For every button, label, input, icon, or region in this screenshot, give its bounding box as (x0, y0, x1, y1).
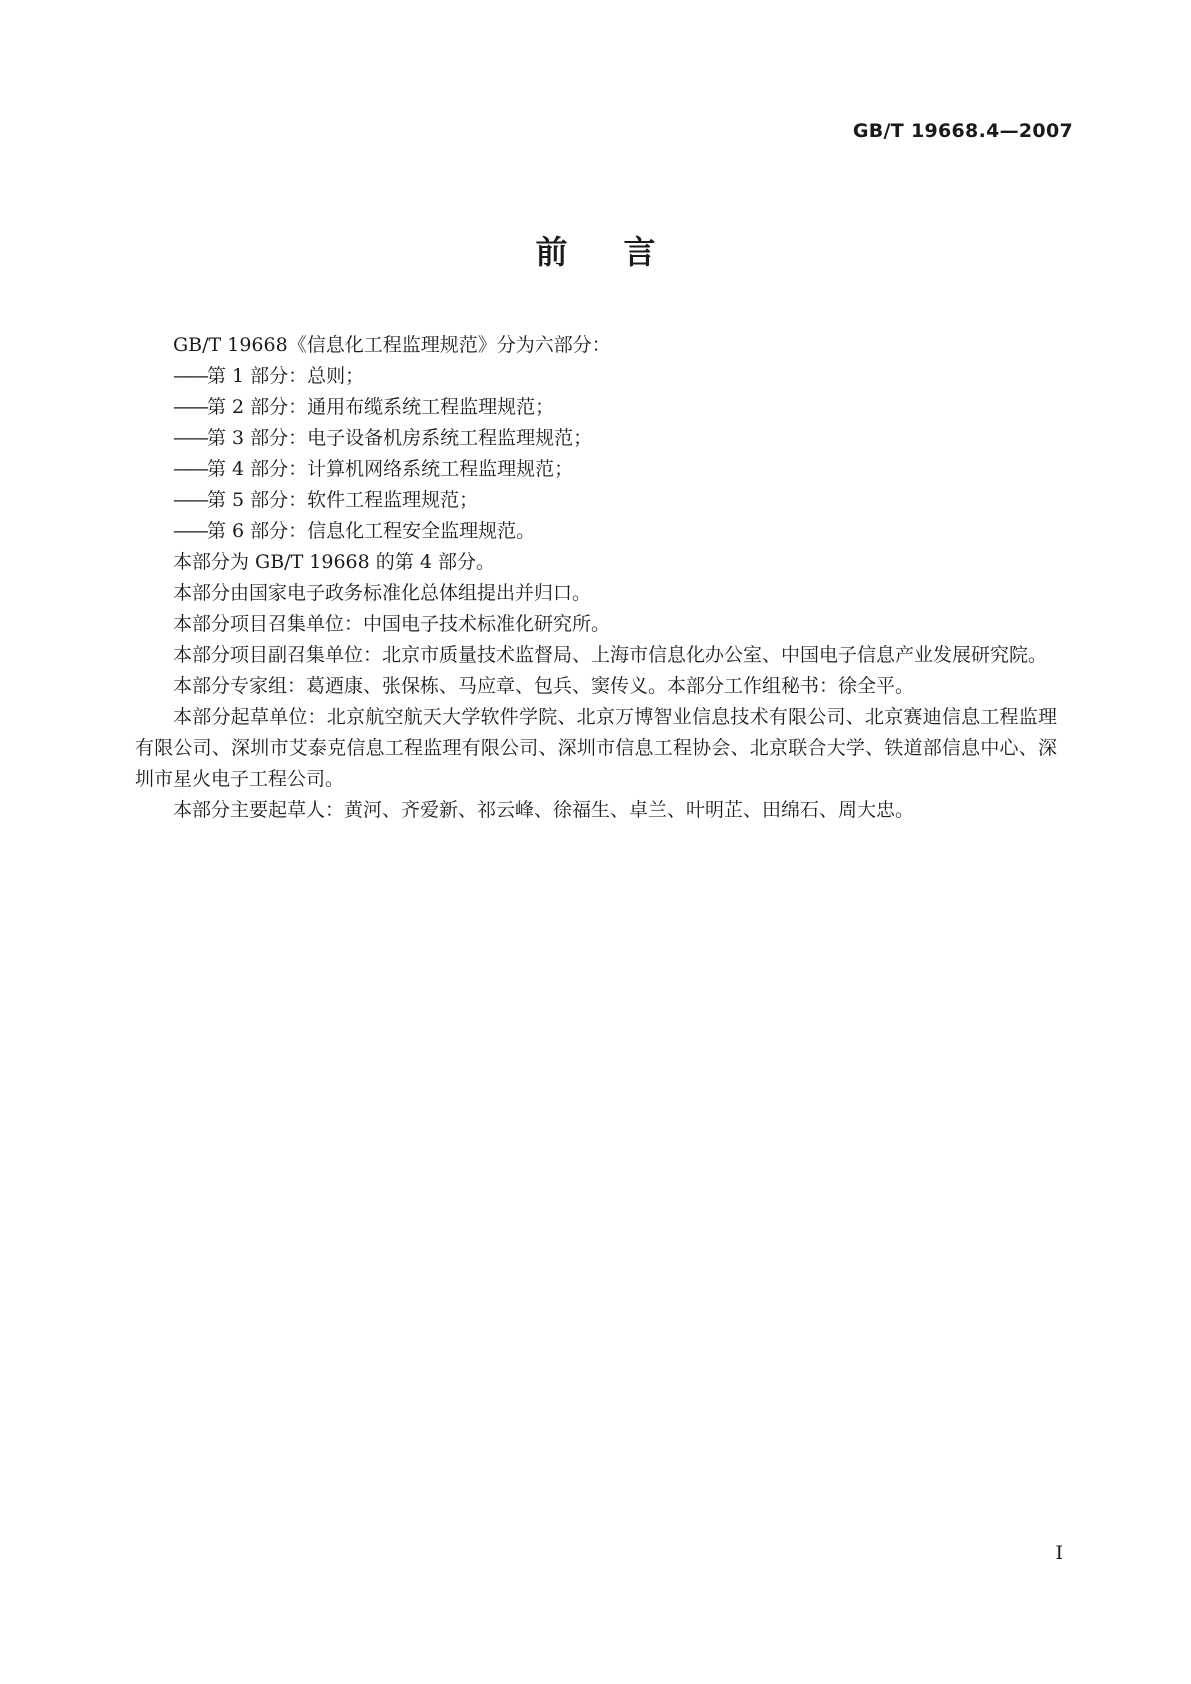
page-number: I (1055, 1542, 1063, 1564)
list-item (135, 485, 1057, 516)
dash-marker: —— (173, 427, 207, 449)
list-item-text: 第 2 部分：通用布缆系统工程监理规范； (207, 396, 555, 418)
list-item-text: 第 1 部分：总则； (207, 365, 365, 387)
paragraph-drafting-units: 本部分起草单位：北京航空航天大学软件学院、北京万博智业信息技术有限公司、北京赛迪信息工程监理有限公司、深圳市艾泰克信息工程监理有限公司、深圳市信息工程协会、北京联合大学、铁道部信息中心、深圳市星火电子工程公司。 (135, 706, 1057, 790)
parts-list (135, 361, 1057, 547)
list-item-text: 第 3 部分：电子设备机房系统工程监理规范； (207, 427, 593, 449)
dash-marker: —— (173, 520, 207, 542)
list-item-text: 第 6 部分：信息化工程安全监理规范。 (207, 520, 536, 542)
list-item-text: 第 4 部分：计算机网络系统工程监理规范； (207, 458, 574, 480)
list-item (135, 392, 1057, 423)
paragraph-drafters: 本部分主要起草人：黄河、齐爱新、祁云峰、徐福生、卓兰、叶明芷、田绵石、周大忠。 (173, 799, 915, 821)
paragraph-vice-convener: 本部分项目副召集单位：北京市质量技术监督局、上海市信息化办公室、中国电子信息产业发展研究院。 (173, 644, 1048, 666)
foreword-body (135, 330, 1057, 826)
dash-marker: —— (173, 458, 207, 480)
paragraph-proposer: 本部分由国家电子政务标准化总体组提出并归口。 (173, 582, 592, 604)
list-item (135, 361, 1057, 392)
standard-number: GB/T 19668.4—2007 (852, 120, 1073, 142)
paragraph-expert-group: 本部分专家组：葛迺康、张保栋、马应章、包兵、窦传义。本部分工作组秘书：徐全平。 (173, 675, 915, 697)
intro-paragraph: GB/T 19668《信息化工程监理规范》分为六部分： (173, 334, 611, 356)
dash-marker: —— (173, 396, 207, 418)
paragraph-part-number: 本部分为 GB/T 19668 的第 4 部分。 (173, 551, 495, 573)
dash-marker: —— (173, 365, 207, 387)
page-title: 前言 (535, 233, 712, 271)
list-item (135, 423, 1057, 454)
list-item (135, 516, 1057, 547)
list-item-text: 第 5 部分：软件工程监理规范； (207, 489, 479, 511)
list-item (135, 454, 1057, 485)
paragraph-convener: 本部分项目召集单位：中国电子技术标准化研究所。 (173, 613, 611, 635)
dash-marker: —— (173, 489, 207, 511)
